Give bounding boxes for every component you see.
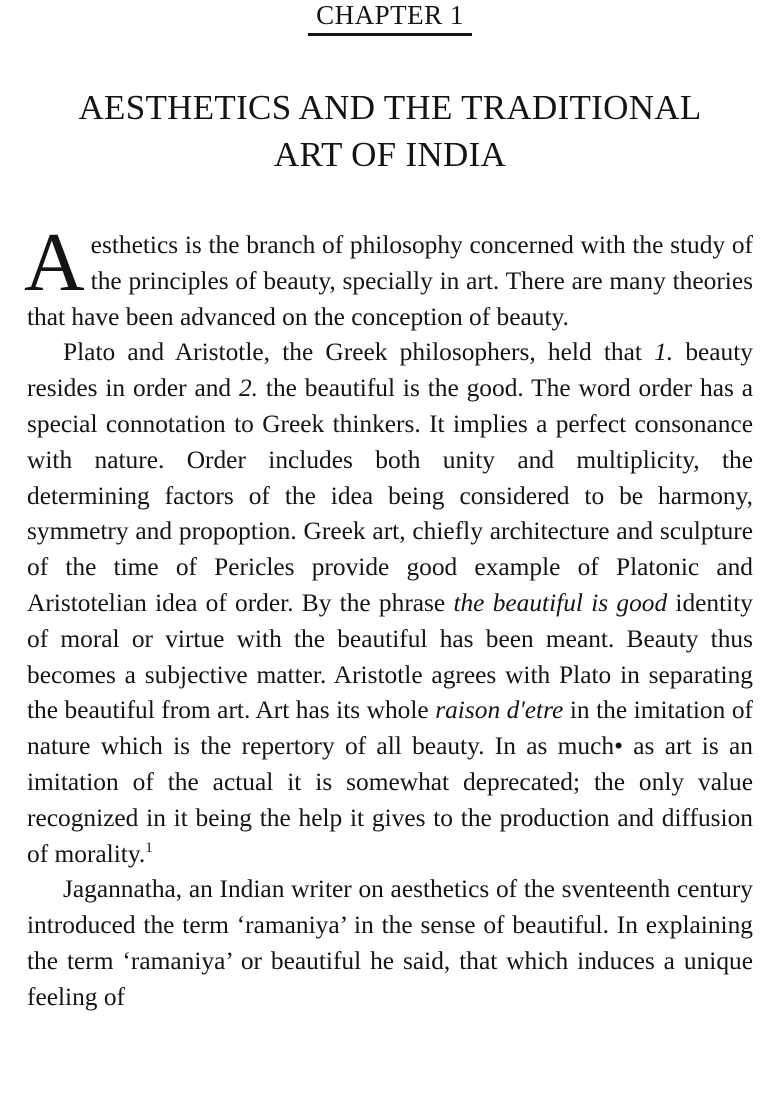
- list-number-2: 2.: [238, 374, 259, 403]
- paragraph-3-text: Jagannatha, an Indian writer on aesthetics of the sventeenth century introduced the term ‘ramaniya’ in the sense of beautiful. In explaining the term ‘ramaniya’ or beautiful he said, that which induces a unique feeling of: [27, 875, 753, 1011]
- book-page: [24, 0, 754, 1016]
- paragraph-2-text-a: Plato and Aristotle, the Greek philosophers, held that: [63, 338, 655, 367]
- paragraph-1: [24, 216, 753, 335]
- chapter-title: [27, 84, 753, 178]
- chapter-underline: [308, 33, 472, 36]
- chapter-title-line-2: ART OF INDIA: [273, 135, 507, 174]
- italic-phrase-beautiful-is-good: the beautiful is good: [453, 588, 668, 617]
- chapter-label: CHAPTER 1: [316, 0, 464, 30]
- paragraph-2-text-c: the beautiful is the good. The word order has a special connotation to Greek thinkers. It implies a perfect consonance with nature. Order includes both unity and multiplicity, the determining factors of the idea being considered to be harmony, symmetry and propoption. Greek art, chiefly architecture and sculpture of the time of Pericles provide good example of Platonic and Aristotelian idea of order. By the phrase: [27, 374, 753, 617]
- footnote-marker[interactable]: 1: [145, 839, 153, 856]
- paragraph-2: [27, 335, 753, 872]
- drop-cap: A: [24, 216, 85, 309]
- paragraph-1-text: esthetics is the branch of philosophy concerned with the study of the principles of beauty, specially in art. There are many theories that have been advanced on the conception of beauty.: [27, 231, 753, 331]
- paragraph-2-text-b: beauty resides in order and: [27, 338, 754, 403]
- chapter-body: [24, 216, 754, 1016]
- list-number-1: 1.: [654, 338, 674, 367]
- paragraph-2-text-d: identity of moral or virtue with the beautiful has been meant. Beauty thus becomes a subjective matter. Aristotle agrees with Plato in separating the beautiful from art. Art has its whole: [27, 588, 753, 725]
- italic-phrase-raison-detre: raison d'etre: [435, 696, 564, 725]
- paragraph-3: [27, 872, 753, 1015]
- paragraph-2-text-e: in the imitation of nature which is the repertory of all beauty. In as much• as art is an imitation of the actual it is somewhat deprecated; the only value recognized in it being the help it gives to the production and diffusion of morality.: [27, 696, 753, 868]
- chapter-title-line-1: AESTHETICS AND THE TRADITIONAL: [78, 88, 702, 127]
